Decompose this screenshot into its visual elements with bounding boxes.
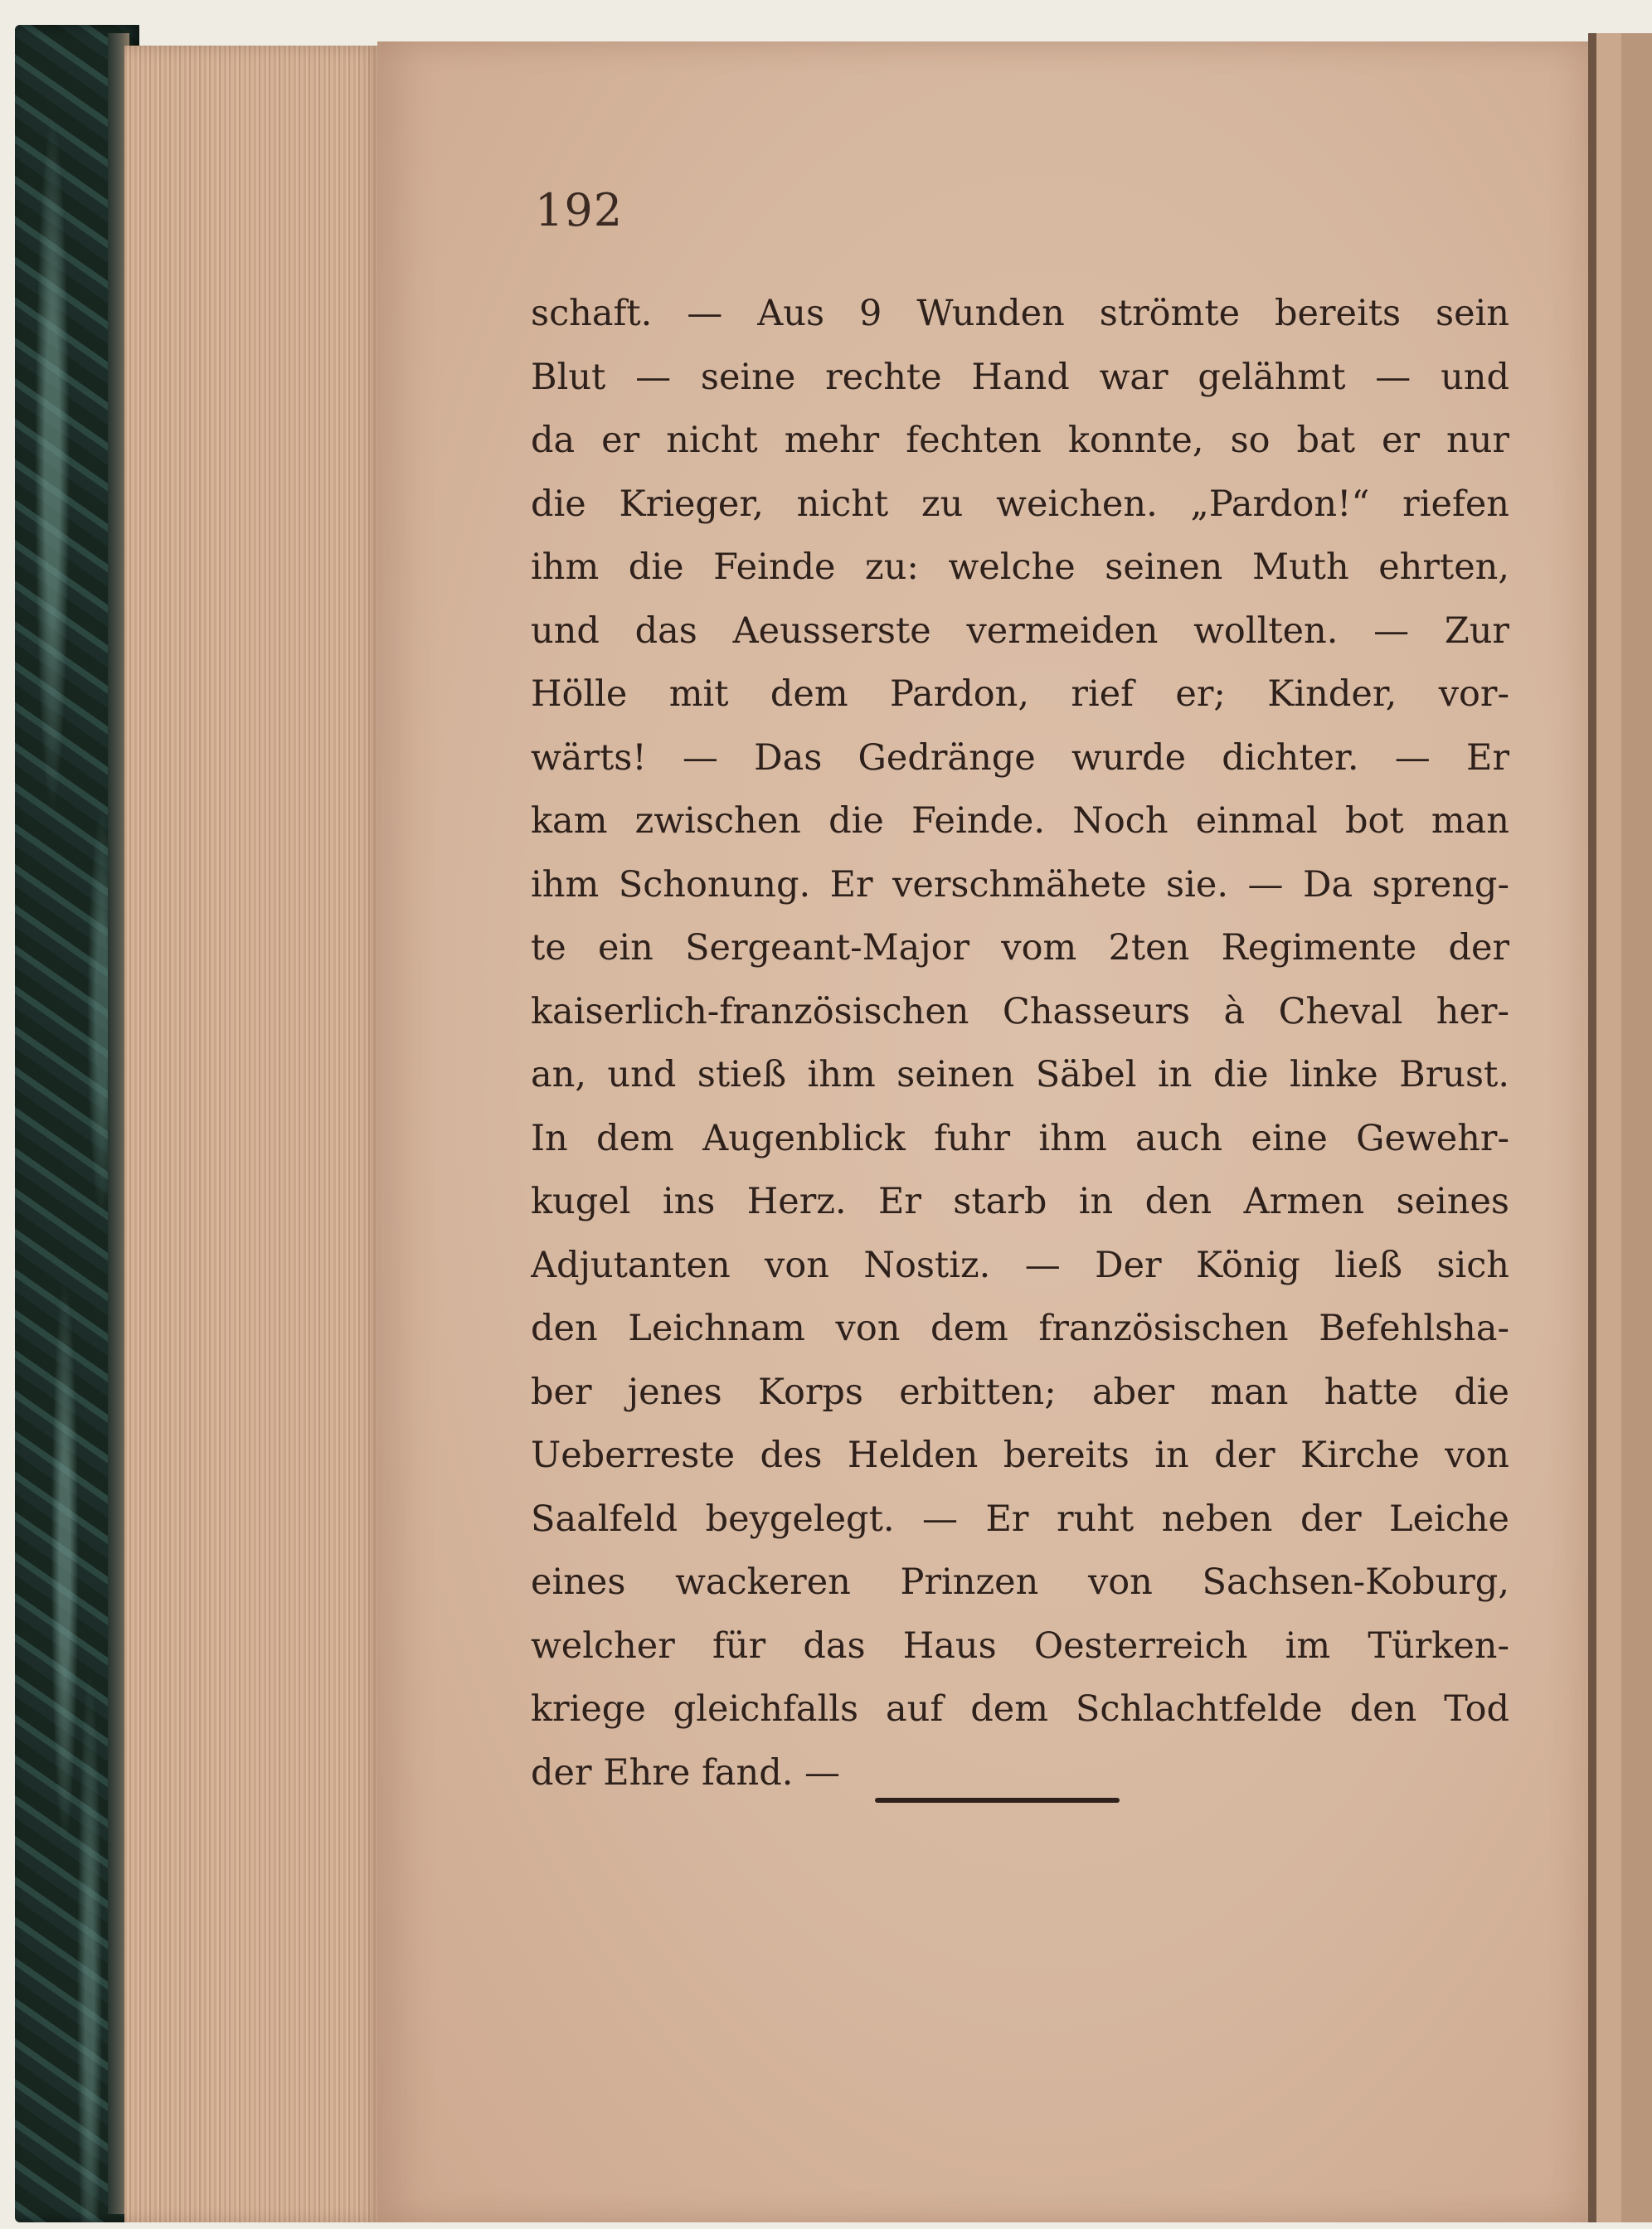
section-end-rule bbox=[875, 1798, 1120, 1803]
text-line: eines wackeren Prinzen von Sachsen-Koburg, bbox=[531, 1561, 1509, 1603]
page-number: 192 bbox=[535, 184, 624, 236]
text-line: Ueberreste des Helden bereits in der Kirche von bbox=[531, 1435, 1509, 1476]
page-edges bbox=[124, 46, 381, 2222]
text-line: kaiserlich-französischen Chasseurs à Cheval her- bbox=[531, 990, 1509, 1032]
text-line: schaft. — Aus 9 Wunden strömte bereits sein bbox=[531, 293, 1509, 334]
text-line: Adjutanten von Nostiz. — Der König ließ sich bbox=[531, 1244, 1509, 1286]
text-line: ihm die Feinde zu: welche seinen Muth ehrten, bbox=[531, 546, 1509, 588]
text-line: da er nicht mehr fechten konnte, so bat er nur bbox=[531, 420, 1509, 461]
text-line: welcher für das Haus Oesterreich im Türken- bbox=[531, 1624, 1509, 1667]
text-line: Saalfeld beygelegt. — Er ruht neben der Leiche bbox=[531, 1498, 1509, 1540]
text-line: an, und stieß ihm seinen Säbel in die linke Brust. bbox=[531, 1054, 1509, 1095]
text-line: wärts! — Das Gedränge wurde dichter. — Er bbox=[531, 736, 1509, 779]
text-line: kam zwischen die Feinde. Noch einmal bot man bbox=[531, 800, 1509, 842]
text-line: ber jenes Korps erbitten; aber man hatte die bbox=[531, 1371, 1509, 1413]
text-line: kriege gleichfalls auf dem Schlachtfelde den Tod bbox=[531, 1688, 1509, 1730]
text-line: die Krieger, nicht zu weichen. „Pardon!“ riefen bbox=[531, 483, 1509, 525]
text-line: und das Aeusserste vermeiden wollten. — Zur bbox=[531, 609, 1509, 652]
text-line: der Ehre fand. — bbox=[531, 1751, 841, 1794]
text-line: Hölle mit dem Pardon, rief er; Kinder, vor- bbox=[531, 673, 1509, 715]
text-line: ihm Schonung. Er verschmähete sie. — Da spreng- bbox=[531, 863, 1509, 906]
text-line: In dem Augenblick fuhr ihm auch eine Gewehr- bbox=[531, 1117, 1509, 1159]
facing-page-edge bbox=[1588, 33, 1652, 2222]
page-body-text bbox=[531, 282, 1509, 1804]
text-line: Blut — seine rechte Hand war gelähmt — und bbox=[531, 356, 1509, 398]
text-line: den Leichnam von dem französischen Befehlsha- bbox=[531, 1308, 1509, 1349]
text-line: kugel ins Herz. Er starb in den Armen seines bbox=[531, 1181, 1509, 1222]
text-line: te ein Sergeant-Major vom 2ten Regimente der bbox=[531, 927, 1509, 969]
